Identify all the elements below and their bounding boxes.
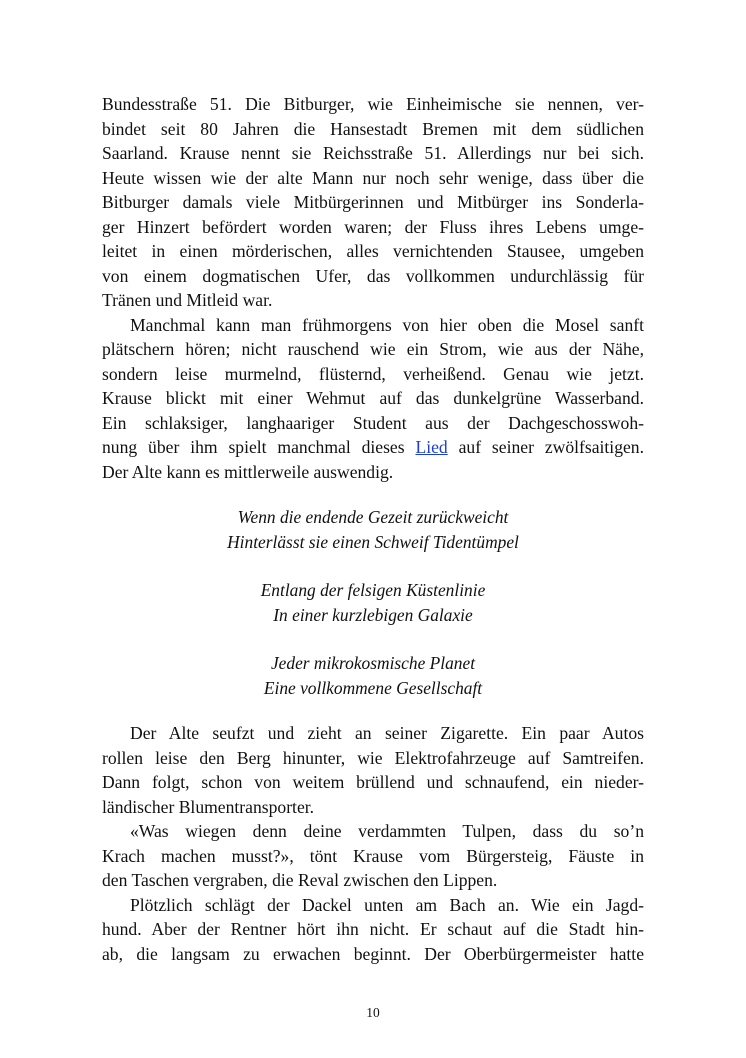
text-line: ger Hinzert befördert worden waren; der Fluss ihres Lebens umge- [102,216,644,237]
text-line: Saarland. Krause nennt sie Reichsstraße 51. Allerdings nur bei sich. [102,143,644,163]
poem-line: In einer kurzlebigen Galaxie [273,604,473,625]
text-line: bindet seit 80 Jahren die Hansestadt Bremen mit dem südlichen [102,118,644,139]
poem-stanza [102,578,644,627]
text-line: ab, die langsam zu erwachen beginnt. Der Oberbürgermeister hatte [102,943,644,964]
text-line: hund. Aber der Rentner hört ihn nicht. Er schaut auf die Stadt hin- [102,919,644,939]
text-line: plätschern hören; nicht rauschend wie ein Strom, wie aus der Nähe, [102,339,644,359]
text-segment: auf seiner zwölfsaitigen. [447,437,644,457]
text-line: Krach machen musst?», tönt Krause vom Bürgersteig, Fäuste in [102,845,644,866]
text-line: «Was wiegen denn deine verdammten Tulpen, dass du so’n [130,821,644,841]
text-line-with-link [102,435,644,460]
text-line: Dann folgt, schon von weitem brüllend und schnaufend, ein nieder- [102,772,644,792]
text-line: Manchmal kann man frühmorgens von hier oben die Mosel sanft [130,314,644,335]
text-line: Bundesstraße 51. Die Bitburger, wie Einheimische sie nennen, ver- [102,94,644,114]
poem-line: Eine vollkommene Gesellschaft [263,677,483,698]
text-line: leitet in einen mörderischen, alles vernichtenden Stausee, umgeben [102,241,644,261]
paragraph-2 [102,313,644,485]
poem-stanza [102,651,644,700]
text-segment: nung über ihm spielt manchmal dieses [102,437,416,457]
text-line: Bitburger damals viele Mitbürgerinnen und Mitbürger ins Sonderla- [102,192,644,212]
text-line: Der Alte kann es mittlerweile auswendig. [102,461,394,482]
text-line: Krause blickt mit einer Wehmut auf das dunkelgrüne Wasserband. [102,388,644,408]
text-line: Der Alte seufzt und zieht an seiner Zigarette. Ein paar Autos [130,723,644,743]
page-body [102,92,644,966]
poem-line: Hinterlässt sie einen Schweif Tidentümpel [227,531,519,552]
text-line: sondern leise murmelnd, flüsternd, verheißend. Genau wie jetzt. [102,363,644,384]
poem-line: Jeder mikrokosmische Planet [270,653,476,673]
paragraph-3 [102,721,644,819]
text-line: rollen leise den Berg hinunter, wie Elektrofahrzeuge auf Samtreifen. [102,747,644,768]
paragraph-5 [102,893,644,967]
text-line: ländischer Blumentransporter. [102,796,315,817]
text-line: von einem dogmatischen Ufer, das vollkommen undurchlässig für [102,265,644,286]
text-line: den Taschen vergraben, die Reval zwischen den Lippen. [102,870,498,890]
poem [102,505,644,700]
text-line: Tränen und Mitleid war. [102,290,273,310]
poem-line: Wenn die endende Gezeit zurückweicht [237,507,509,527]
text-line: Plötzlich schlägt der Dackel unten am Bach an. Wie ein Jagd- [130,894,644,915]
lied-link[interactable]: Lied [415,437,448,457]
poem-line: Entlang der felsigen Küstenlinie [260,580,486,600]
poem-stanza [102,505,644,554]
text-line: Ein schlaksiger, langhaariger Student aus der Dachgeschosswoh- [102,412,644,433]
page-number: 10 [366,1005,380,1020]
text-line: Heute wissen wie der alte Mann nur noch sehr wenige, dass über die [102,167,644,188]
paragraph-4 [102,819,644,893]
paragraph-1 [102,92,644,313]
